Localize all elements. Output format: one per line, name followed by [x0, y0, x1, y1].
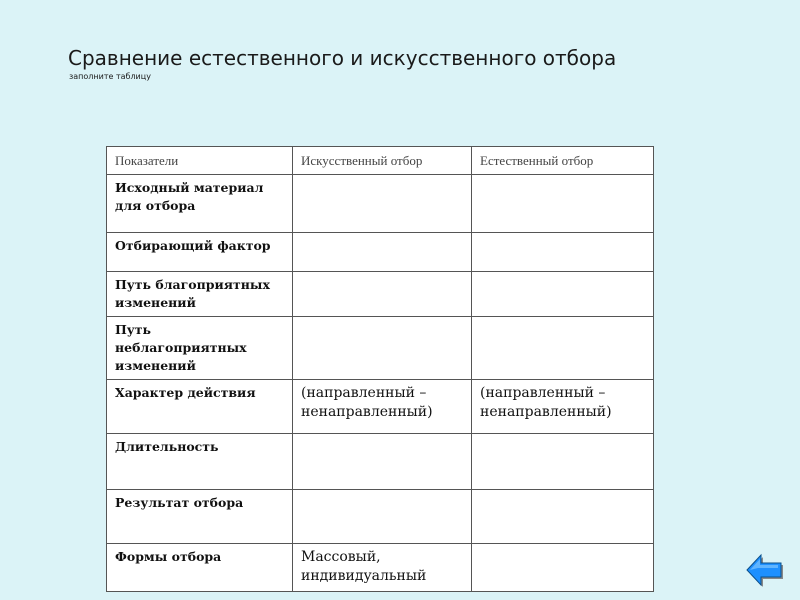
cell-artificial[interactable] — [293, 490, 472, 544]
cell-artificial[interactable] — [293, 233, 472, 272]
cell-artificial[interactable]: Массовый, индивидуальный — [293, 544, 472, 592]
row-label: Формы отбора — [107, 544, 293, 592]
cell-natural[interactable] — [472, 317, 654, 380]
table-row — [107, 233, 654, 272]
table-row — [107, 490, 654, 544]
table-row — [107, 175, 654, 233]
cell-natural[interactable] — [472, 175, 654, 233]
cell-artificial[interactable]: (направленный – ненаправленный) — [293, 380, 472, 434]
table-header-row — [107, 147, 654, 175]
cell-natural[interactable] — [472, 272, 654, 317]
table-row — [107, 380, 654, 434]
cell-natural[interactable] — [472, 233, 654, 272]
cell-natural[interactable]: (направленный – ненаправленный) — [472, 380, 654, 434]
table-row — [107, 272, 654, 317]
cell-artificial[interactable] — [293, 175, 472, 233]
header-natural: Естественный отбор — [472, 147, 654, 175]
header-indicators: Показатели — [107, 147, 293, 175]
slide-title: Сравнение естественного и искусственного отбора — [68, 46, 617, 70]
cell-artificial[interactable] — [293, 317, 472, 380]
cell-artificial[interactable] — [293, 272, 472, 317]
row-label: Путь неблагоприятных изменений — [107, 317, 293, 380]
header-artificial: Искусственный отбор — [293, 147, 472, 175]
table-row — [107, 544, 654, 592]
slide-subtitle: заполните таблицу — [69, 72, 151, 81]
table-row — [107, 317, 654, 380]
table-row — [107, 434, 654, 490]
cell-natural[interactable] — [472, 544, 654, 592]
row-label: Длительность — [107, 434, 293, 490]
cell-natural[interactable] — [472, 434, 654, 490]
comparison-table — [106, 146, 654, 592]
row-label: Путь благоприятных изменений — [107, 272, 293, 317]
row-label: Результат отбора — [107, 490, 293, 544]
back-button[interactable] — [745, 551, 783, 589]
row-label: Характер действия — [107, 380, 293, 434]
back-arrow-icon — [745, 551, 783, 589]
cell-artificial[interactable] — [293, 434, 472, 490]
row-label: Исходный материал для отбора — [107, 175, 293, 233]
cell-natural[interactable] — [472, 490, 654, 544]
row-label: Отбирающий фактор — [107, 233, 293, 272]
